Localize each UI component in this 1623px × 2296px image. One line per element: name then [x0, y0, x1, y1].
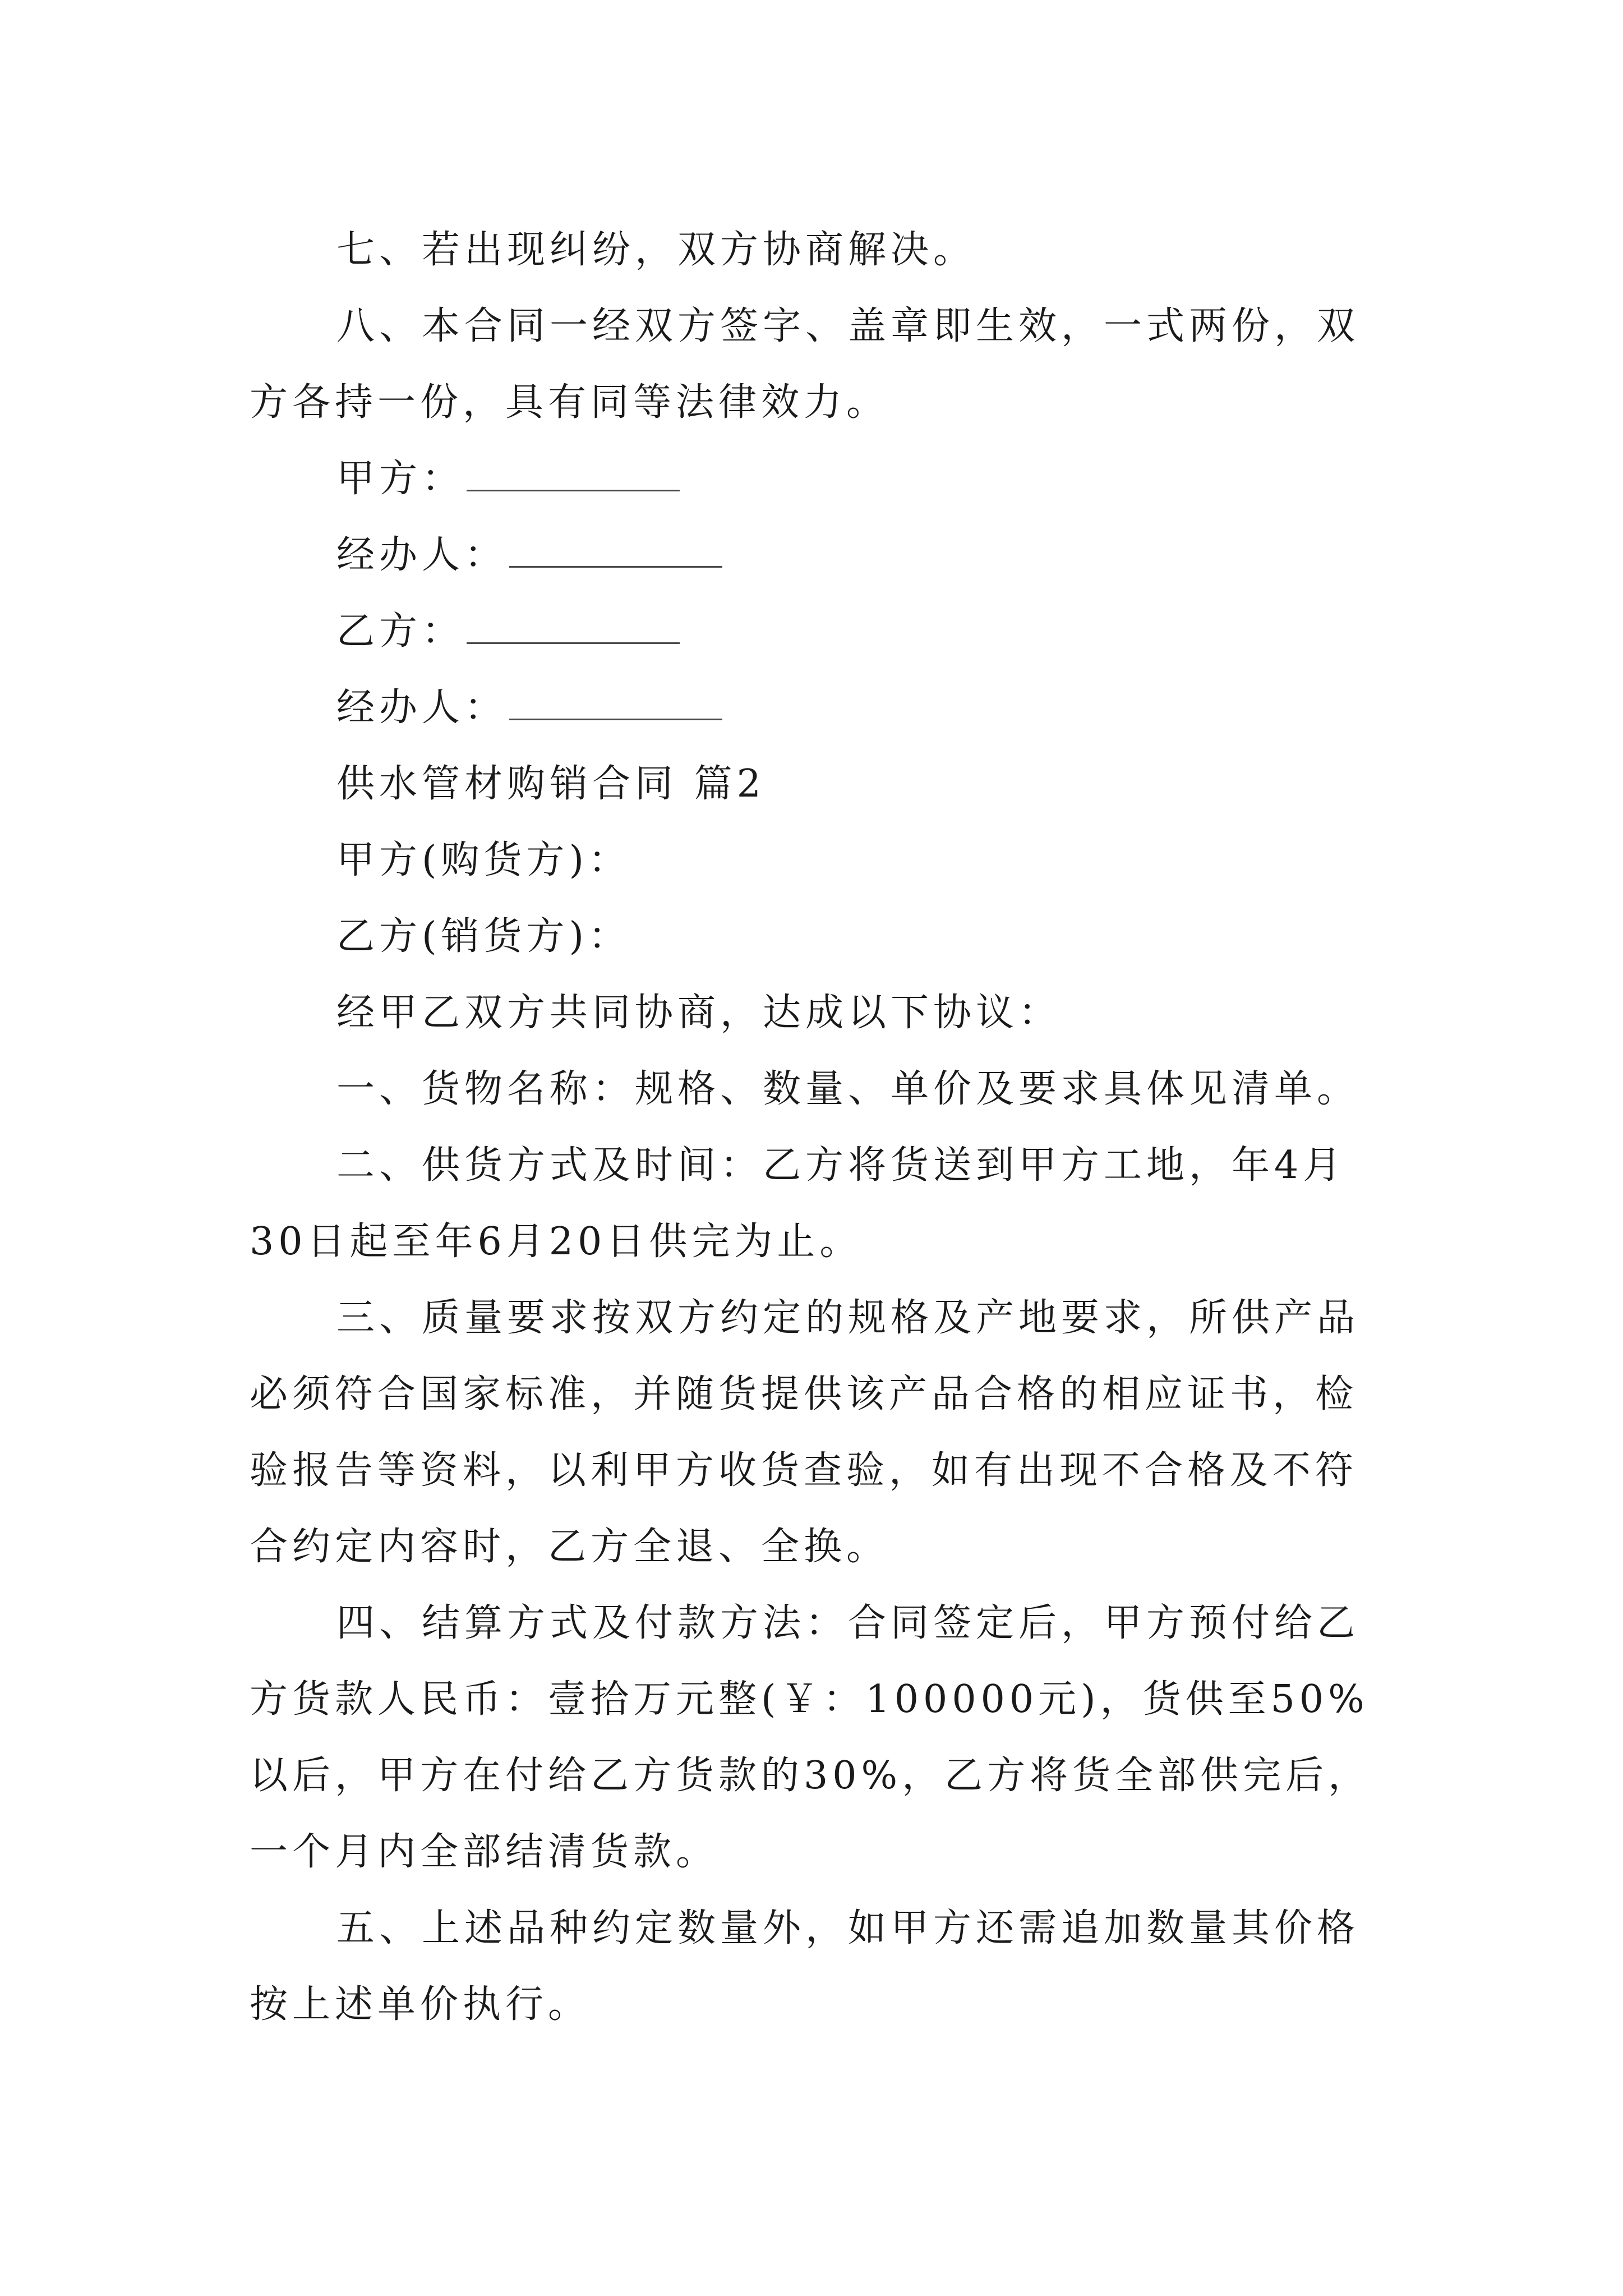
signature-agent-b	[250, 670, 1385, 746]
contract-title: 供水管材购销合同 篇2	[336, 762, 766, 806]
signature-label: 经办人：	[336, 533, 508, 577]
signature-party-b	[250, 593, 1385, 670]
signature-label: 经办人：	[336, 685, 508, 730]
clause-additional: 五、上述品种约定数量外，如甲方还需追加数量其价格按上述单价执行。	[250, 1906, 1360, 2027]
signature-label: 乙方：	[336, 609, 465, 654]
party-b-line: 乙方(销货方)：	[336, 914, 631, 959]
clause-dispute: 七、若出现纠纷，双方协商解决。	[336, 228, 976, 272]
signature-agent-a	[250, 517, 1385, 593]
clause-quality: 三、质量要求按双方约定的规格及产地要求，所供产品必须符合国家标准，并随货提供该产品合格的相应证书，检验报告等资料，以利甲方收货查验，如有出现不合格及不符合约定内容时，乙方全退、全换。	[250, 1296, 1360, 1569]
signature-blank-line	[467, 487, 680, 491]
clause-delivery: 二、供货方式及时间：乙方将货送到甲方工地，年4月30日起至年6月20日供完为止。	[250, 1143, 1346, 1264]
signature-blank-line	[509, 564, 722, 568]
signature-blank-line	[509, 716, 722, 720]
clause-effective: 八、本合同一经双方签字、盖章即生效，一式两份，双方各持一份，具有同等法律效力。	[250, 304, 1360, 425]
clause-goods: 一、货物名称：规格、数量、单价及要求具体见清单。	[336, 1067, 1360, 1111]
clause-payment: 四、结算方式及付款方法：合同签定后，甲方预付给乙方货款人民币：壹拾万元整(￥：100000元)，货供至50%以后，甲方在付给乙方货款的30%，乙方将货全部供完后，一个月内全部结清货款。	[250, 1601, 1371, 1874]
signature-label: 甲方：	[336, 457, 465, 501]
signature-party-a	[250, 441, 1385, 517]
party-a-line: 甲方(购货方)：	[336, 838, 631, 882]
document-body	[250, 212, 1385, 2043]
intro-line: 经甲乙双方共同协商，达成以下协议：	[336, 991, 1062, 1035]
signature-blank-line	[467, 640, 680, 644]
